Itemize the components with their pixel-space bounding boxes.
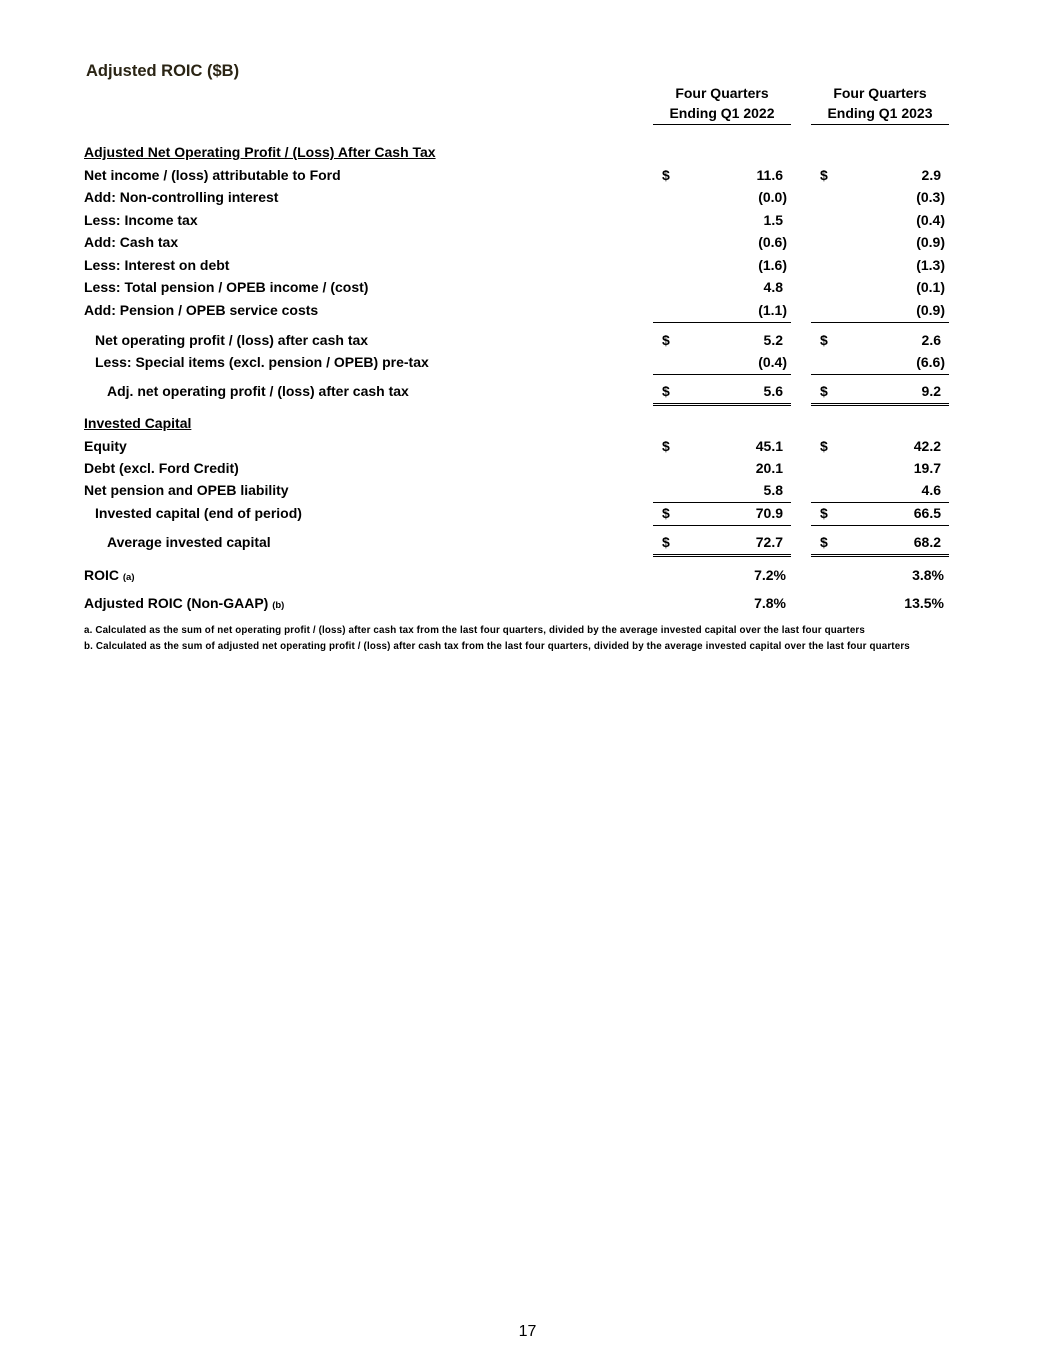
value-q1-2023: 13.5% <box>904 595 944 611</box>
row-label: Invested capital (end of period) <box>95 505 302 521</box>
row-label: Debt (excl. Ford Credit) <box>84 460 239 476</box>
dollar-sign: $ <box>820 383 828 399</box>
value-q1-2023: 19.7 <box>913 460 941 476</box>
dollar-sign: $ <box>820 438 828 454</box>
table-row <box>0 189 1055 209</box>
row-label: Add: Non-controlling interest <box>84 189 279 205</box>
dollar-sign: $ <box>662 383 670 399</box>
footnote-ref-a: (a) <box>122 572 135 583</box>
value-q1-2023: (0.9) <box>916 302 945 318</box>
value-q1-2023: (1.3) <box>916 257 945 273</box>
page-title: Adjusted ROIC ($B) <box>86 62 240 80</box>
table-row <box>0 302 1055 322</box>
value-q1-2022: 1.5 <box>763 212 783 228</box>
value-q1-2023: (0.4) <box>916 212 945 228</box>
value-q1-2022: 7.2% <box>754 567 786 583</box>
value-q1-2023: 9.2 <box>921 383 941 399</box>
table-row-total <box>0 383 1055 403</box>
value-q1-2022: 72.7 <box>755 534 783 550</box>
table-row-subtotal <box>0 505 1055 525</box>
row-label: Net pension and OPEB liability <box>84 482 289 498</box>
value-q1-2023: 2.6 <box>921 332 941 348</box>
row-label: Invested Capital <box>84 415 192 431</box>
dollar-sign: $ <box>662 332 670 348</box>
row-label: Adjusted Net Operating Profit / (Loss) After Cash Tax <box>84 144 436 160</box>
row-label: Adj. net operating profit / (loss) after cash tax <box>107 383 409 399</box>
dollar-sign: $ <box>820 167 828 183</box>
row-label: Equity <box>84 438 127 454</box>
table-row <box>0 212 1055 232</box>
column-header-line1: Four Quarters <box>675 85 769 101</box>
column-header-q1-2022 <box>653 84 791 125</box>
value-q1-2022: 70.9 <box>755 505 783 521</box>
row-label: Less: Interest on debt <box>84 257 230 273</box>
page-number: 17 <box>518 1323 537 1340</box>
value-q1-2023: 2.9 <box>921 167 941 183</box>
value-q1-2023: 4.6 <box>921 482 941 498</box>
footnote-a: a. Calculated as the sum of net operating profit / (loss) after cash tax from the last four quarters, divided by the average invested capital over the last four quarters <box>84 625 865 636</box>
value-q1-2023: 66.5 <box>913 505 941 521</box>
table-row <box>0 279 1055 299</box>
value-q1-2022: 5.8 <box>763 482 783 498</box>
value-q1-2023: 68.2 <box>913 534 941 550</box>
table-row <box>0 257 1055 277</box>
table-row-subtotal <box>0 332 1055 352</box>
section-header-invested-capital <box>0 415 1055 435</box>
table-row-adjusted-roic <box>0 595 1055 615</box>
adjusted-roic-label: Adjusted ROIC (Non-GAAP) <box>84 595 269 611</box>
table-row-total <box>0 534 1055 554</box>
column-header-line2: Ending Q1 2023 <box>827 104 933 121</box>
value-q1-2023: 42.2 <box>913 438 941 454</box>
table-row <box>0 438 1055 458</box>
value-q1-2022: 7.8% <box>754 595 786 611</box>
table-row <box>0 460 1055 480</box>
table-row <box>0 234 1055 254</box>
value-q1-2023: (0.9) <box>916 234 945 250</box>
dollar-sign: $ <box>820 332 828 348</box>
table-row <box>0 482 1055 502</box>
column-header-line1: Four Quarters <box>833 85 927 101</box>
row-label: Average invested capital <box>107 534 271 550</box>
dollar-sign: $ <box>662 167 670 183</box>
dollar-sign: $ <box>820 534 828 550</box>
table-row-roic <box>0 567 1055 587</box>
section-header-anopat <box>0 144 1055 164</box>
dollar-sign: $ <box>662 534 670 550</box>
dollar-sign: $ <box>820 505 828 521</box>
table-row <box>0 167 1055 187</box>
column-header-line2: Ending Q1 2022 <box>669 104 775 121</box>
value-q1-2022: (0.4) <box>758 354 787 370</box>
table-row <box>0 354 1055 374</box>
row-label: Less: Total pension / OPEB income / (cost) <box>84 279 369 295</box>
value-q1-2023: (6.6) <box>916 354 945 370</box>
row-label <box>84 567 135 583</box>
column-header-q1-2023 <box>811 84 949 125</box>
row-label: Less: Income tax <box>84 212 198 228</box>
dollar-sign: $ <box>662 505 670 521</box>
value-q1-2022: 20.1 <box>755 460 783 476</box>
row-label: Net operating profit / (loss) after cash tax <box>95 332 369 348</box>
value-q1-2022: 4.8 <box>763 279 783 295</box>
row-label <box>84 595 284 611</box>
dollar-sign: $ <box>662 438 670 454</box>
row-label: Add: Cash tax <box>84 234 179 250</box>
row-label: Net income / (loss) attributable to Ford <box>84 167 341 183</box>
value-q1-2022: (1.1) <box>758 302 787 318</box>
value-q1-2022: (0.6) <box>758 234 787 250</box>
value-q1-2023: (0.3) <box>916 189 945 205</box>
value-q1-2022: (0.0) <box>758 189 787 205</box>
value-q1-2023: (0.1) <box>916 279 945 295</box>
value-q1-2022: 5.6 <box>763 383 783 399</box>
row-label: Less: Special items (excl. pension / OPEB) pre-tax <box>95 354 429 370</box>
value-q1-2022: (1.6) <box>758 257 787 273</box>
row-label: Add: Pension / OPEB service costs <box>84 302 319 318</box>
footnote-ref-b: (b) <box>272 600 285 611</box>
value-q1-2023: 3.8% <box>912 567 944 583</box>
value-q1-2022: 45.1 <box>755 438 783 454</box>
value-q1-2022: 5.2 <box>763 332 783 348</box>
value-q1-2022: 11.6 <box>756 167 783 183</box>
roic-label: ROIC <box>84 567 119 583</box>
footnote-b: b. Calculated as the sum of adjusted net operating profit / (loss) after cash tax from the last four quarters, divided by the average invested capital over the last four quarters <box>84 641 910 652</box>
